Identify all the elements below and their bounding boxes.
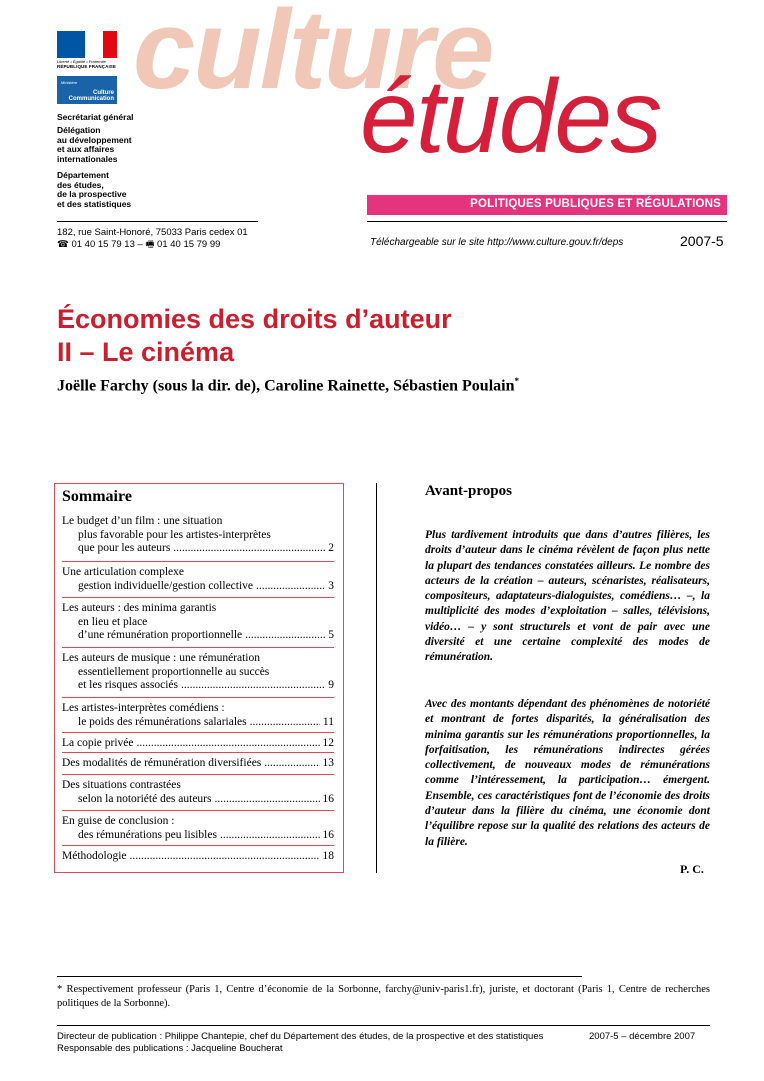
- sommaire-separator: [62, 561, 334, 562]
- publication-director: Directeur de publication : Philippe Chantepie, chef du Département des études, de la prospective et des statistiques: [57, 1031, 544, 1042]
- divider: [57, 221, 258, 222]
- sommaire-item-line: Une articulation complexe: [62, 566, 184, 578]
- sommaire-item-page: 18: [322, 850, 334, 862]
- sommaire-item-page: 13: [322, 757, 334, 769]
- masthead-etudes: études: [360, 59, 661, 175]
- leader-dots: [256, 580, 325, 594]
- leader-dots: [220, 829, 320, 843]
- sommaire-item-line: Les artistes-interprètes comédiens :: [62, 702, 225, 714]
- sommaire-separator: [62, 752, 334, 753]
- sommaire-item-line: En guise de conclusion :: [62, 815, 175, 827]
- sommaire-item-line: en lieu et place: [78, 615, 148, 628]
- sommaire-item-page: 11: [322, 715, 334, 728]
- sommaire-title: Sommaire: [62, 488, 132, 505]
- download-note: Téléchargeable sur le site http://www.culture.gouv.fr/deps: [370, 237, 624, 248]
- column-divider: [376, 483, 377, 873]
- phone-fax: ☎ 01 40 15 79 13 – 🖷 01 40 15 79 99: [57, 239, 221, 250]
- sommaire-item: [62, 566, 334, 593]
- sommaire-item-line: Le budget d’un film : une situation: [62, 515, 223, 527]
- sommaire-item: [62, 779, 334, 806]
- article-subtitle: II – Le cinéma: [57, 337, 235, 367]
- sommaire-separator: [62, 597, 334, 598]
- leader-dots: [250, 716, 320, 730]
- sommaire-item-page: 12: [322, 737, 334, 749]
- logo-motto: Liberté • Égalité • Fraternité: [57, 59, 106, 64]
- sommaire-item-label: et les risques associés: [78, 679, 178, 691]
- sommaire-item-page: 16: [322, 828, 334, 841]
- leader-dots: [137, 737, 320, 751]
- address: 182, rue Saint-Honoré, 75033 Paris cedex 01: [57, 227, 248, 238]
- sommaire-item: [62, 702, 334, 729]
- sommaire-item-label: Méthodologie: [62, 850, 127, 862]
- sommaire-separator: [62, 845, 334, 846]
- sommaire-item-line: plus favorable pour les artistes-interprètes: [78, 528, 271, 541]
- leader-dots: [264, 757, 319, 771]
- avant-propos-paragraph-1: Plus tardivement introduits que dans d’autres filières, les droits d’auteur dans le cinéma révèlent de façon plus nette la plupart des tendances constatées ailleurs. Le nombre des acteurs de la création – auteurs, scénaristes, réalisateurs, compositeurs, adaptateurs-dialoguistes, comédiens… –, la multiplicité des modes d’exploitation – salles, télévisions, vidéo… – y sont structurels et vont de pair avec une diversité et une certaine complexité des modes de rémunération.: [425, 529, 710, 664]
- sommaire-separator: [62, 647, 334, 648]
- ministry-logo: [57, 76, 117, 104]
- sommaire-separator: [62, 774, 334, 775]
- sommaire-item-page: 3: [328, 579, 334, 592]
- sommaire-item-label: Des modalités de rémunération diversifiées: [62, 757, 262, 769]
- ministry-small-label: Ministère: [61, 80, 78, 85]
- avant-propos-title: Avant-propos: [425, 483, 512, 499]
- section-banner: [367, 195, 727, 215]
- leader-dots: [181, 679, 325, 693]
- sommaire-item-line: Les auteurs de musique : une rémunération: [62, 652, 260, 664]
- article-title: Économies des droits d’auteur: [57, 304, 452, 334]
- sommaire-item-label: gestion individuelle/gestion collective: [78, 579, 254, 592]
- avant-propos-paragraph-2: Avec des montants dépendant des phénomènes de notoriété et montrant de fortes disparités, la généralisation des minima garantis sur les rémunérations proportionnelles, la forfaitisation, les rémunérations indirectes gérées collectivement, de nouveaux modes de rémunérations comme l’intéressement, la participation… émergent. Ensemble, ces caractéristiques font de l’économie des droits d’auteur dans la filière du cinéma, une économie dont l’équilibre repose sur la qualité des relations des acteurs de la filière.: [425, 698, 710, 848]
- secretariat-label: Secrétariat général: [57, 112, 134, 122]
- leader-dots: [173, 542, 325, 556]
- sommaire-item-label: le poids des rémunérations salariales: [78, 715, 247, 728]
- sommaire-item-label: des rémunérations peu lisibles: [78, 828, 217, 841]
- authors: Joëlle Farchy (sous la dir. de), Caroline Rainette, Sébastien Poulain*: [57, 376, 519, 395]
- sommaire-item: [62, 602, 334, 643]
- footnote: * Respectivement professeur (Paris 1, Centre d’économie de la Sorbonne, farchy@univ-paris1.fr), juriste, et doctorant (Paris 1, Centre de recherches politiques de la Sorbonne).: [57, 984, 710, 1009]
- sommaire-item-label: La copie privée: [62, 737, 134, 749]
- sommaire-item: [62, 757, 334, 771]
- sommaire-item: [62, 652, 334, 693]
- sommaire-item-label: d’une rémunération proportionnelle: [78, 629, 243, 641]
- sommaire-item: [62, 815, 334, 842]
- sommaire-item-page: 2: [328, 542, 334, 554]
- ministry-label: Culture Communication: [68, 90, 114, 102]
- leader-dots: [245, 629, 325, 643]
- section-label: POLITIQUES PUBLIQUES ET RÉGULATIONS: [470, 198, 721, 210]
- divider: [367, 221, 727, 222]
- leader-dots: [215, 793, 320, 807]
- avant-propos-signature: P. C.: [680, 862, 704, 876]
- sommaire-separator: [62, 810, 334, 811]
- masthead-culture: culture: [133, 0, 493, 112]
- sommaire-item-label: selon la notoriété des auteurs: [78, 792, 212, 805]
- sommaire-item: [62, 850, 334, 864]
- sommaire-item-page: 16: [322, 792, 334, 805]
- sommaire-item-page: 9: [328, 679, 334, 691]
- logo-republic: RÉPUBLIQUE FRANÇAISE: [57, 64, 117, 69]
- sommaire-item-label: que pour les auteurs: [78, 542, 171, 554]
- sommaire-item: [62, 515, 334, 556]
- sommaire-item-line: Les auteurs : des minima garantis: [62, 602, 217, 614]
- leader-dots: [130, 850, 320, 864]
- sommaire-separator: [62, 732, 334, 733]
- marianne-logo: [57, 31, 117, 58]
- sommaire-item: [62, 737, 334, 751]
- department-label: Département des études, de la prospective et des statistiques: [57, 170, 132, 209]
- issue-number: 2007-5: [680, 233, 724, 249]
- publication-responsible: Responsable des publications : Jacqueline Boucherat: [57, 1043, 283, 1054]
- delegation-label: Délégation au développement et aux affaires internationales: [57, 125, 132, 164]
- footnote-rule: [57, 976, 582, 977]
- issue-date: 2007-5 – décembre 2007: [589, 1031, 696, 1042]
- sommaire-item-line: essentiellement proportionnelle au succès: [78, 665, 270, 678]
- sommaire-item-page: 5: [328, 629, 334, 641]
- sommaire-separator: [62, 697, 334, 698]
- footer-rule: [57, 1025, 710, 1026]
- sommaire-item-line: Des situations contrastées: [62, 779, 181, 791]
